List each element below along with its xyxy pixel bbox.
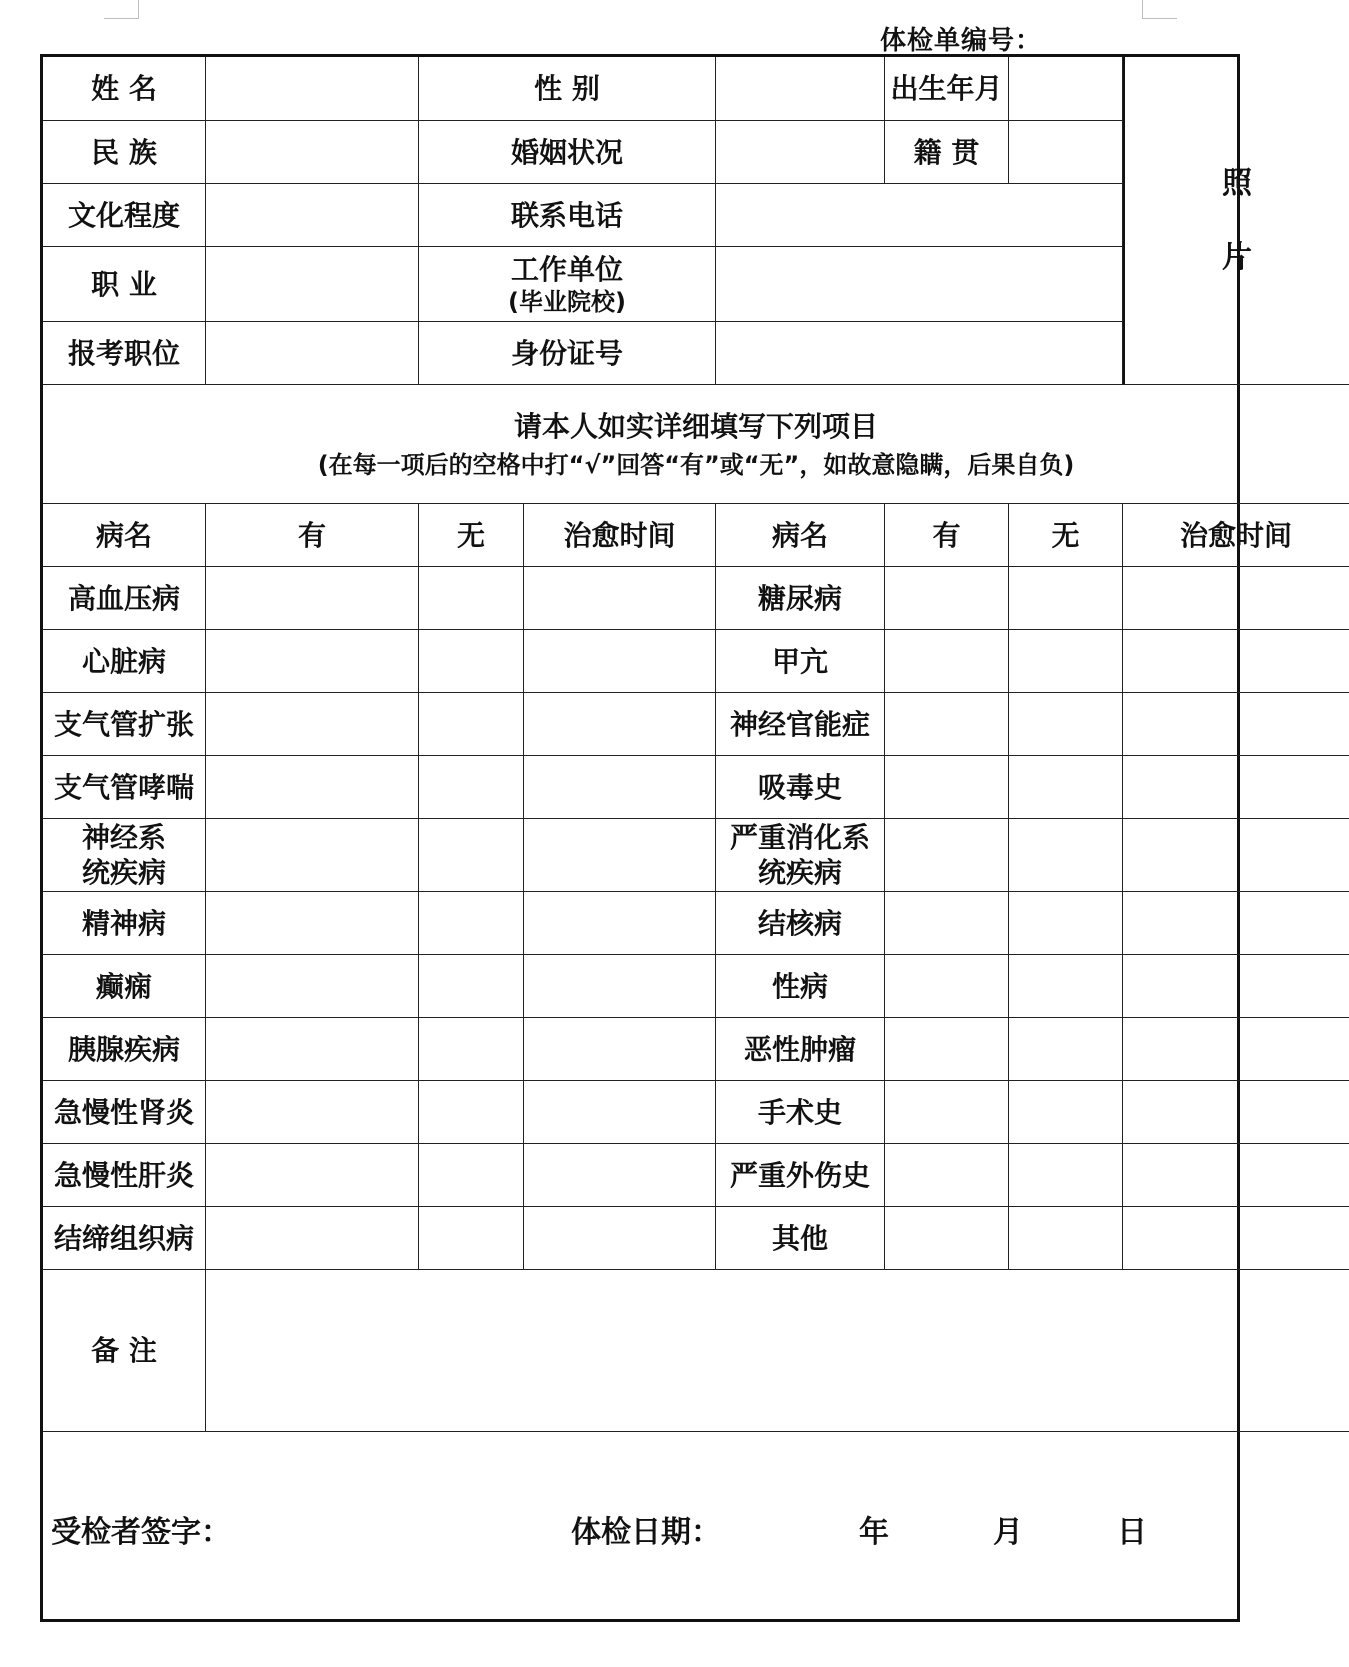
disease-name: 神经官能症: [716, 693, 885, 756]
disease-name: 胰腺疾病: [43, 1018, 206, 1081]
has-disease-cell[interactable]: [206, 955, 419, 1018]
notice-banner: [43, 385, 1349, 504]
no-disease-cell[interactable]: [419, 756, 524, 819]
disease-name: 吸毒史: [716, 756, 885, 819]
form-number-label: 体检单编号：: [880, 26, 1043, 56]
position-label: 报考职位: [43, 322, 206, 385]
has-disease-cell[interactable]: [885, 1018, 1009, 1081]
disease-name: 支气管扩张: [43, 693, 206, 756]
no-disease-cell[interactable]: [1009, 567, 1123, 630]
ethnic-label: 民 族: [43, 121, 206, 184]
cure-time-cell[interactable]: [1123, 892, 1349, 955]
cure-time-cell[interactable]: [524, 892, 716, 955]
phone-label: 联系电话: [419, 184, 716, 247]
disease-name: 心脏病: [43, 630, 206, 693]
no-disease-cell[interactable]: [1009, 955, 1123, 1018]
occupation-field[interactable]: [206, 247, 419, 322]
no-disease-cell[interactable]: [419, 955, 524, 1018]
gender-label: 性 别: [419, 57, 716, 121]
notice-instruction: (在每一项后的空格中打“√”回答“有”或“无”，如故意隐瞒，后果自负): [317, 450, 1075, 479]
disease-name: 神经系 统疾病: [43, 819, 206, 892]
header-yes-left: 有: [206, 504, 419, 567]
no-disease-cell[interactable]: [1009, 1144, 1123, 1207]
header-no-left: 无: [419, 504, 524, 567]
cure-time-cell[interactable]: [524, 693, 716, 756]
has-disease-cell[interactable]: [885, 1207, 1009, 1270]
disease-name: 精神病: [43, 892, 206, 955]
examinee-signature-label: 受检者签字：: [51, 1515, 231, 1550]
phone-field[interactable]: [716, 184, 1123, 247]
disease-name: 甲亢: [716, 630, 885, 693]
no-disease-cell[interactable]: [419, 892, 524, 955]
disease-name: 支气管哮喘: [43, 756, 206, 819]
no-disease-cell[interactable]: [1009, 892, 1123, 955]
has-disease-cell[interactable]: [206, 1144, 419, 1207]
disease-name: 手术史: [716, 1081, 885, 1144]
education-label: 文化程度: [43, 184, 206, 247]
cure-time-cell[interactable]: [1123, 756, 1349, 819]
has-disease-cell[interactable]: [885, 892, 1009, 955]
name-field[interactable]: [206, 57, 419, 121]
has-disease-cell[interactable]: [885, 693, 1009, 756]
disease-name: 高血压病: [43, 567, 206, 630]
name-label: 姓 名: [43, 57, 206, 121]
disease-name: 性病: [716, 955, 885, 1018]
disease-name: 结核病: [716, 892, 885, 955]
cure-time-cell[interactable]: [524, 1018, 716, 1081]
no-disease-cell[interactable]: [419, 819, 524, 892]
header-cure-time-right: 治愈时间: [1123, 504, 1349, 567]
no-disease-cell[interactable]: [1009, 1018, 1123, 1081]
signature-row: [43, 1432, 1349, 1619]
no-disease-cell[interactable]: [1009, 693, 1123, 756]
cure-time-cell[interactable]: [1123, 1018, 1349, 1081]
has-disease-cell[interactable]: [206, 1018, 419, 1081]
no-disease-cell[interactable]: [1009, 819, 1123, 892]
cure-time-cell[interactable]: [524, 1144, 716, 1207]
disease-name: 结缔组织病: [43, 1207, 206, 1270]
no-disease-cell[interactable]: [1009, 1081, 1123, 1144]
no-disease-cell[interactable]: [419, 693, 524, 756]
cure-time-cell[interactable]: [524, 1207, 716, 1270]
no-disease-cell[interactable]: [419, 1207, 524, 1270]
birth-field[interactable]: [1009, 57, 1123, 121]
cure-time-cell[interactable]: [524, 756, 716, 819]
has-disease-cell[interactable]: [206, 630, 419, 693]
disease-name: 恶性肿瘤: [716, 1018, 885, 1081]
exam-date-label: 体检日期：: [571, 1515, 721, 1550]
photo-label-1: 照: [1222, 166, 1252, 201]
has-disease-cell[interactable]: [206, 1081, 419, 1144]
workplace-field[interactable]: [716, 247, 1123, 322]
no-disease-cell[interactable]: [1009, 1207, 1123, 1270]
disease-name: 急慢性肾炎: [43, 1081, 206, 1144]
has-disease-cell[interactable]: [885, 1144, 1009, 1207]
id-number-field[interactable]: [716, 322, 1123, 385]
no-disease-cell[interactable]: [1009, 756, 1123, 819]
disease-name: 严重外伤史: [716, 1144, 885, 1207]
cure-time-cell[interactable]: [1123, 1144, 1349, 1207]
has-disease-cell[interactable]: [885, 567, 1009, 630]
has-disease-cell[interactable]: [206, 567, 419, 630]
marital-label: 婚姻状况: [419, 121, 716, 184]
no-disease-cell[interactable]: [419, 567, 524, 630]
no-disease-cell[interactable]: [419, 1018, 524, 1081]
no-disease-cell[interactable]: [419, 1081, 524, 1144]
header-no-right: 无: [1009, 504, 1123, 567]
header-disease-right: 病名: [716, 504, 885, 567]
has-disease-cell[interactable]: [885, 630, 1009, 693]
has-disease-cell[interactable]: [206, 819, 419, 892]
has-disease-cell[interactable]: [206, 693, 419, 756]
disease-name: 糖尿病: [716, 567, 885, 630]
health-check-form: [40, 54, 1292, 1622]
disease-name: 癫痫: [43, 955, 206, 1018]
birth-label: 出生年月: [885, 57, 1009, 121]
page-corner-mark-left: [104, 0, 139, 19]
header-cure-time-left: 治愈时间: [524, 504, 716, 567]
has-disease-cell[interactable]: [206, 892, 419, 955]
no-disease-cell[interactable]: [419, 1144, 524, 1207]
disease-name: 严重消化系 统疾病: [716, 819, 885, 892]
has-disease-cell[interactable]: [206, 756, 419, 819]
native-label: 籍 贯: [885, 121, 1009, 184]
position-field[interactable]: [206, 322, 419, 385]
date-month-label: 月: [993, 1515, 1023, 1550]
gender-field[interactable]: [716, 57, 885, 121]
workplace-label-text: 工作单位: [510, 252, 623, 286]
has-disease-cell[interactable]: [885, 1081, 1009, 1144]
workplace-label-note: (毕业院校): [508, 287, 626, 316]
date-day-label: 日: [1117, 1515, 1147, 1550]
marital-field[interactable]: [716, 121, 885, 184]
has-disease-cell[interactable]: [885, 955, 1009, 1018]
cure-time-cell[interactable]: [1123, 1081, 1349, 1144]
cure-time-cell[interactable]: [1123, 630, 1349, 693]
no-disease-cell[interactable]: [1009, 630, 1123, 693]
remarks-label: 备 注: [43, 1270, 206, 1432]
disease-name: 其他: [716, 1207, 885, 1270]
notice-title: 请本人如实详细填写下列项目: [513, 409, 878, 443]
cure-time-cell[interactable]: [1123, 819, 1349, 892]
education-field[interactable]: [206, 184, 419, 247]
cure-time-cell[interactable]: [524, 1081, 716, 1144]
has-disease-cell[interactable]: [885, 819, 1009, 892]
cure-time-cell[interactable]: [524, 819, 716, 892]
date-year-label: 年: [859, 1515, 889, 1550]
photo-box: [1123, 57, 1349, 385]
id-number-label: 身份证号: [419, 322, 716, 385]
has-disease-cell[interactable]: [885, 756, 1009, 819]
cure-time-cell[interactable]: [524, 567, 716, 630]
native-field[interactable]: [1009, 121, 1123, 184]
cure-time-cell[interactable]: [1123, 693, 1349, 756]
cure-time-cell[interactable]: [524, 955, 716, 1018]
header-yes-right: 有: [885, 504, 1009, 567]
photo-label-2: 片: [1222, 239, 1252, 275]
ethnic-field[interactable]: [206, 121, 419, 184]
cure-time-cell[interactable]: [524, 630, 716, 693]
cure-time-cell[interactable]: [1123, 1207, 1349, 1270]
disease-name: 急慢性肝炎: [43, 1144, 206, 1207]
header-disease-left: 病名: [43, 504, 206, 567]
workplace-label: [419, 247, 716, 322]
has-disease-cell[interactable]: [206, 1207, 419, 1270]
remarks-field[interactable]: [206, 1270, 1349, 1432]
occupation-label: 职 业: [43, 247, 206, 322]
no-disease-cell[interactable]: [419, 630, 524, 693]
cure-time-cell[interactable]: [1123, 567, 1349, 630]
cure-time-cell[interactable]: [1123, 955, 1349, 1018]
page-corner-mark-right: [1142, 0, 1177, 19]
